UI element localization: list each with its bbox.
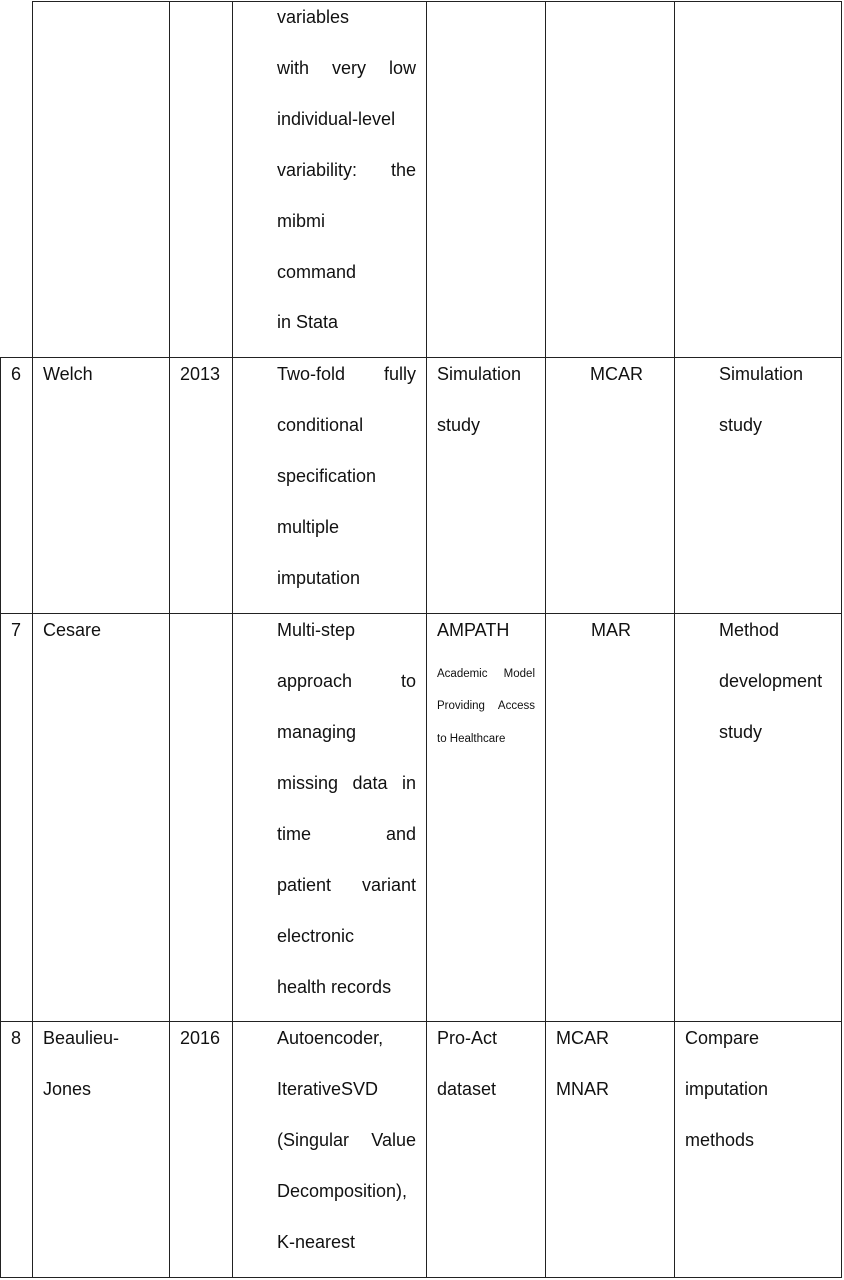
dataset-note: to Healthcare	[437, 733, 506, 745]
author-cell: Welch	[43, 364, 93, 384]
column-divider	[426, 1, 427, 1278]
author-cell: Beaulieu-	[43, 1028, 120, 1048]
dataset-cell: Pro-Act	[437, 1028, 498, 1048]
title-line: approach to	[277, 671, 416, 691]
title-line: electronic	[277, 926, 355, 946]
dataset-cell: dataset	[437, 1079, 497, 1099]
row-number: 6	[11, 364, 22, 384]
title-line: variables	[277, 7, 350, 27]
year-cell: 2013	[180, 364, 221, 384]
column-divider	[545, 1, 546, 1278]
title-line: time and	[277, 824, 416, 844]
row-divider	[0, 357, 842, 358]
study-type-cell: methods	[685, 1130, 755, 1150]
mechanism-cell: MCAR	[556, 1028, 609, 1048]
study-type-cell: development	[719, 671, 823, 691]
column-divider	[232, 1, 233, 1278]
mechanism-cell: MNAR	[556, 1079, 609, 1099]
author-cell: Jones	[43, 1079, 92, 1099]
title-line: variability: the	[277, 160, 416, 180]
dataset-cell: Simulation	[437, 364, 522, 384]
study-type-cell: study	[719, 722, 763, 742]
title-line: conditional	[277, 415, 364, 435]
title-line: in Stata	[277, 312, 339, 332]
study-type-cell: Simulation	[719, 364, 804, 384]
title-line: mibmi	[277, 211, 325, 231]
title-line: Decomposition),	[277, 1181, 408, 1201]
column-divider	[674, 1, 675, 1278]
dataset-cell: study	[437, 415, 481, 435]
title-line: individual-level	[277, 109, 396, 129]
column-divider	[169, 1, 170, 1278]
title-line: command	[277, 262, 357, 282]
study-type-cell: Method	[719, 620, 780, 640]
title-line: health records	[277, 977, 392, 997]
title-line: with very low	[277, 58, 416, 78]
title-line: patient variant	[277, 875, 416, 895]
title-line: missing data in	[277, 773, 416, 793]
column-divider	[32, 1, 33, 1278]
title-line: multiple	[277, 517, 340, 537]
study-type-cell: Compare	[685, 1028, 760, 1048]
title-line: Two-fold fully	[277, 364, 416, 384]
year-cell: 2016	[180, 1028, 221, 1048]
dataset-cell: AMPATH	[437, 620, 510, 640]
table-bottom-border	[0, 1277, 842, 1278]
mechanism-cell: MCAR	[590, 364, 643, 384]
row-number: 7	[11, 620, 22, 640]
dataset-note: Providing Access	[437, 700, 535, 712]
title-line: K-nearest	[277, 1232, 356, 1252]
title-line: specification	[277, 466, 377, 486]
title-line: Multi-step	[277, 620, 356, 640]
column-divider	[0, 357, 1, 1278]
author-cell: Cesare	[43, 620, 102, 640]
title-line: imputation	[277, 568, 361, 588]
study-type-cell: imputation	[685, 1079, 769, 1099]
column-divider	[841, 1, 842, 1278]
title-line: IterativeSVD	[277, 1079, 379, 1099]
title-line: managing	[277, 722, 357, 742]
mechanism-cell: MAR	[591, 620, 631, 640]
title-line: Autoencoder,	[277, 1028, 384, 1048]
row-divider	[0, 1021, 842, 1022]
row-divider	[0, 613, 842, 614]
row-number: 8	[11, 1028, 22, 1048]
dataset-note: Academic Model	[437, 668, 535, 680]
title-line: (Singular Value	[277, 1130, 416, 1150]
table-top-border	[32, 1, 842, 2]
study-type-cell: study	[719, 415, 763, 435]
